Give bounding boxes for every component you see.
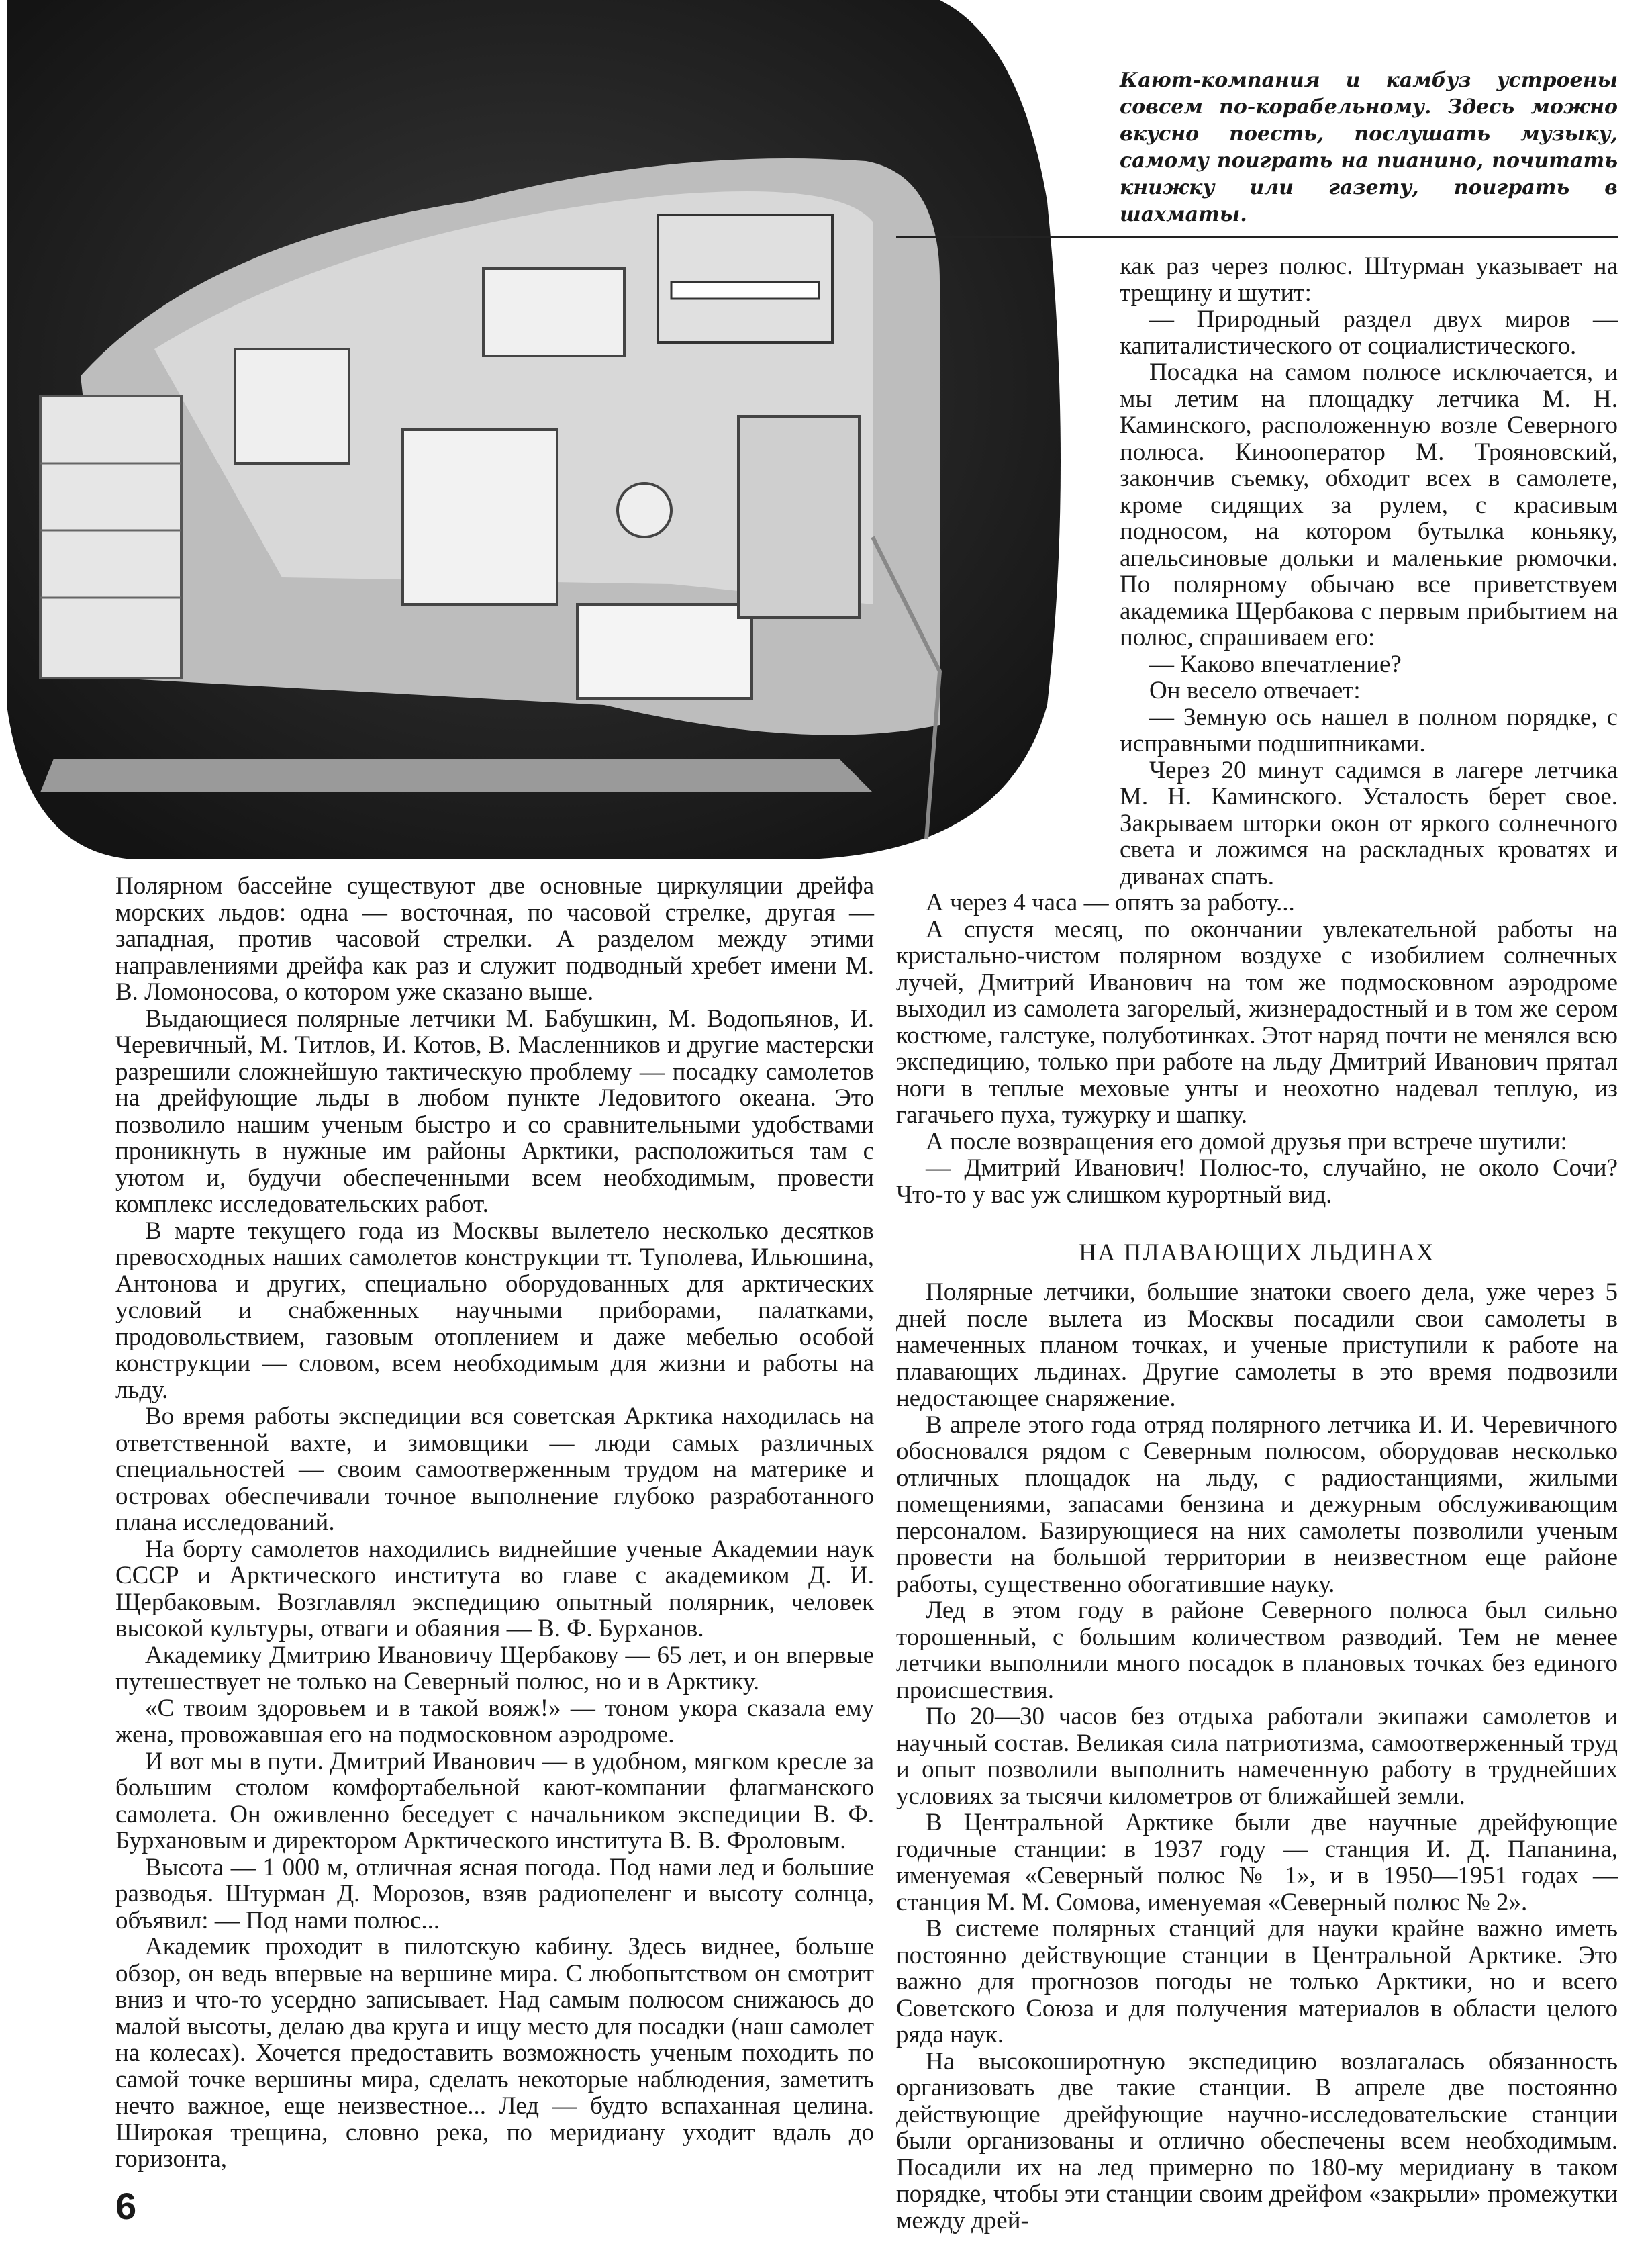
- paragraph: В апреле этого года отряд полярного летчика И. И. Черевичного обосновался рядом с Северным полюсом, оборудовав несколько отличных площадок на льду, с радиостанциями, жилыми помещениями, запасами бензина и дежурным обслуживающим персоналом. Базирующиеся на них самолеты позволили ученым провести на большой территории в неизвестном еще районе работы, существенно обогатившие науку.: [896, 1411, 1618, 1598]
- paragraph: Лед в этом году в районе Северного полюса был сильно торошенный, с большим количеством разводий. Тем не менее летчики выполнили много посадок в плановых точках без единого происшествия.: [896, 1597, 1618, 1704]
- paragraph: Он весело отвечает:: [1149, 677, 1361, 704]
- paragraph: — Природный раздел двух миров — капиталистического от социалистического.: [1120, 305, 1618, 360]
- paragraph: — Дмитрий Иванович! Полюс-то, случайно, не около Сочи? Что-то у вас уж слишком курортный вид.: [896, 1154, 1618, 1209]
- paragraph: А после возвращения его домой друзья при встрече шутили:: [926, 1127, 1567, 1156]
- paragraph: как раз через полюс. Штурман указывает на трещину и шутит:: [1120, 252, 1618, 307]
- paragraph: В системе полярных станций для науки крайне важно иметь постоянно действующие станции в Центральной Арктике. Это важно для прогнозов погоды не только Арктики, но и всего Советского Союза и для получения материалов в области целого ряда наук.: [896, 1915, 1618, 2048]
- paragraph: — Земную ось нашел в полном порядке, с исправными подшипниками.: [1120, 703, 1618, 757]
- paragraph: Через 20 минут садимся в лагере летчика М. Н. Каминского. Усталость берет свое. Закрываем шторки окон от яркого солнечного света и ложимся на раскладных кроватях и диванах спать.: [1120, 756, 1618, 890]
- paragraph: Выдающиеся полярные летчики М. Бабушкин, М. Водопьянов, И. Черевичный, М. Титлов, И. Котов, В. Масленников и другие мастерски разрешили сложнейшую тактическую проблему — посадку самолетов на дрейфующие льды в любом пункте Ледовитого океана. Это позволило нашим ученым быстро и со сравнительными удобствами проникнуть в нужные им районы Арктики, расположиться там с уютом и, будучи обеспеченными всем необходимым, провести комплекс исследовательских работ.: [115, 1004, 874, 1218]
- paragraph: Высота — 1 000 м, отличная ясная погода. Под нами лед и большие разводья. Штурман Д. Морозов, взяв радиопеленг и высоту солнца, объявил: — Под нами полюс...: [115, 1853, 874, 1934]
- paragraph: Академику Дмитрию Ивановичу Щербакову — 65 лет, и он впервые путешествует не только на Северный полюс, но и в Арктику.: [115, 1641, 874, 1695]
- right-column-bottom: [896, 916, 1618, 1209]
- paragraph: Полярном бассейне существуют две основные циркуляции дрейфа морских льдов: одна — восточная, по часовой стрелке, другая — западная, против часовой стрелки. А разделом между этими направлениями дрейфа как раз и служит подводный хребет имени М. В. Ломоносова, о котором уже сказано выше.: [115, 872, 874, 1006]
- paragraph: Посадка на самом полюсе исключается, и мы летим на площадку летчика М. Н. Каминского, расположенную возле Северного полюса. Кинооператор М. Трояновский, закончив съемку, обходит всех в самолете, кроме сидящих за рулем, с красивым подносом, на котором бутылка коньяку, апельсиновые дольки и маленькие рюмочки. По полярному обычаю все приветствуем академика Щербакова с первым прибытием на полюс, спрашиваем его:: [1120, 359, 1618, 651]
- paragraph: — Каково впечатление?: [1149, 650, 1402, 678]
- paragraph: На борту самолетов находились виднейшие ученые Академии наук СССР и Арктического института во главе с академиком Д. И. Щербаковым. Возглавлял экспедицию опытный полярник, человек высокой культуры, отваги и обаяния — В. Ф. Бурханов.: [115, 1535, 874, 1642]
- section-heading: НА ПЛАВАЮЩИХ ЛЬДИНАХ: [1079, 1239, 1435, 1266]
- paragraph: Академик проходит в пилотскую кабину. Здесь виднее, больше обзор, он ведь впервые на вершине мира. С любопытством он смотрит вниз и что-то усердно записывает. Над самым полюсом снижаюсь до малой высоты, делаю два круга и ищу место для посадки (наш самолет на колесах). Хочется предоставить возможность ученым походить по самой точке вершины мира, сделать некоторые наблюдения, заметить нечто важное, еще неизвестное... Лед — будто вспаханная целина. Широкая трещина, словно река, по меридиану уходит вдаль до горизонта,: [115, 1933, 874, 2173]
- paragraph: В марте текущего года из Москвы вылетело несколько десятков превосходных наших самолетов конструкции тт. Туполева, Ильюшина, Антонова и других, специально оборудованных для арктических условий и снабженных научными приборами, палатками, продовольствием, газовым отоплением и даже мебелью особой конструкции — словом, всем необходимым для жизни и работы на льду.: [115, 1217, 874, 1404]
- paragraph: В Центральной Арктике были две научные дрейфующие годичные станции: в 1937 году — станция И. Д. Папанина, именуемая «Северный полюс № 1», и в 1950—1951 годах — станция М. М. Сомова, именуемая «Северный полюс № 2».: [896, 1809, 1618, 1916]
- caption-text: Кают-компания и камбуз устроены совсем по-корабельному. Здесь можно вкусно поесть, послушать музыку, самому поиграть на пианино, почитать книжку или газету, поиграть в шахматы.: [1120, 68, 1618, 226]
- paragraph: По 20—30 часов без отдыха работали экипажи самолетов и научный состав. Великая сила патриотизма, самоотверженный труд и опыт позволили выполнить намеченную работу в труднейших условиях за тысячи километров от ближайшей земли.: [896, 1703, 1618, 1810]
- left-column-wrapper: [115, 873, 874, 2226]
- paragraph: Во время работы экспедиции вся советская Арктика находилась на ответственной вахте, и зимовщики — люди самых различных специальностей — своим самоотверженным трудом на материке и островах обеспечивали точное выполнение глубоко разработанного плана исследований.: [115, 1403, 874, 1536]
- paragraph: А спустя месяц, по окончании увлекательной работы на кристально-чистом полярном воздухе с изобилием солнечных лучей, Дмитрий Иванович на том же подмосковном аэродроме выходил из самолета загорелый, жизнерадостный и в том же сером костюме, галстуке, полуботинках. Этот наряд почти не менялся всю экспедицию, только при работе на льду Дмитрий Иванович прятал ноги в теплые меховые унты и неохотно надевал теплую, из гагачьего пуха, тужурку и шапку.: [896, 915, 1618, 1129]
- paragraph: И вот мы в пути. Дмитрий Иванович — в удобном, мягком кресле за большим столом комфортабельной кают-компании флагманского самолета. Он оживленно беседует с начальником экспедиции В. Ф. Бурхановым и директором Арктического института В. В. Фроловым.: [115, 1747, 874, 1854]
- illustration-spacer: [896, 67, 1120, 873]
- left-column: [115, 873, 874, 2173]
- section-body: [896, 1279, 1618, 2234]
- page-number: 6: [115, 2184, 137, 2227]
- paragraph: А через 4 часа — опять за работу...: [926, 889, 1295, 916]
- paragraph: На высокоширотную экспедицию возлагалась обязанность организовать две такие станции. В апреле две постоянно действующие дрейфующие научно-исследовательские станции были организованы и отлично обеспечены всем необходимым. Посадили их на лед примерно по 180-му меридиану в таком порядке, чтобы эти станции своим дрейфом «закрыли» промежутки между дрей-: [896, 2047, 1618, 2234]
- paragraph: Полярные летчики, большие знатоки своего дела, уже через 5 дней после вылета из Москвы посадили свои самолеты в намеченных планом точках, и ученые приступили к работе на плавающих льдинах. Другие самолеты в это время подвозили недостающее снаряжение.: [896, 1278, 1618, 1412]
- right-column: [896, 67, 1618, 2234]
- paragraph: «С твоим здоровьем и в такой вояж!» — тоном укора сказала ему жена, провожавшая его на подмосковном аэродроме.: [115, 1694, 874, 1748]
